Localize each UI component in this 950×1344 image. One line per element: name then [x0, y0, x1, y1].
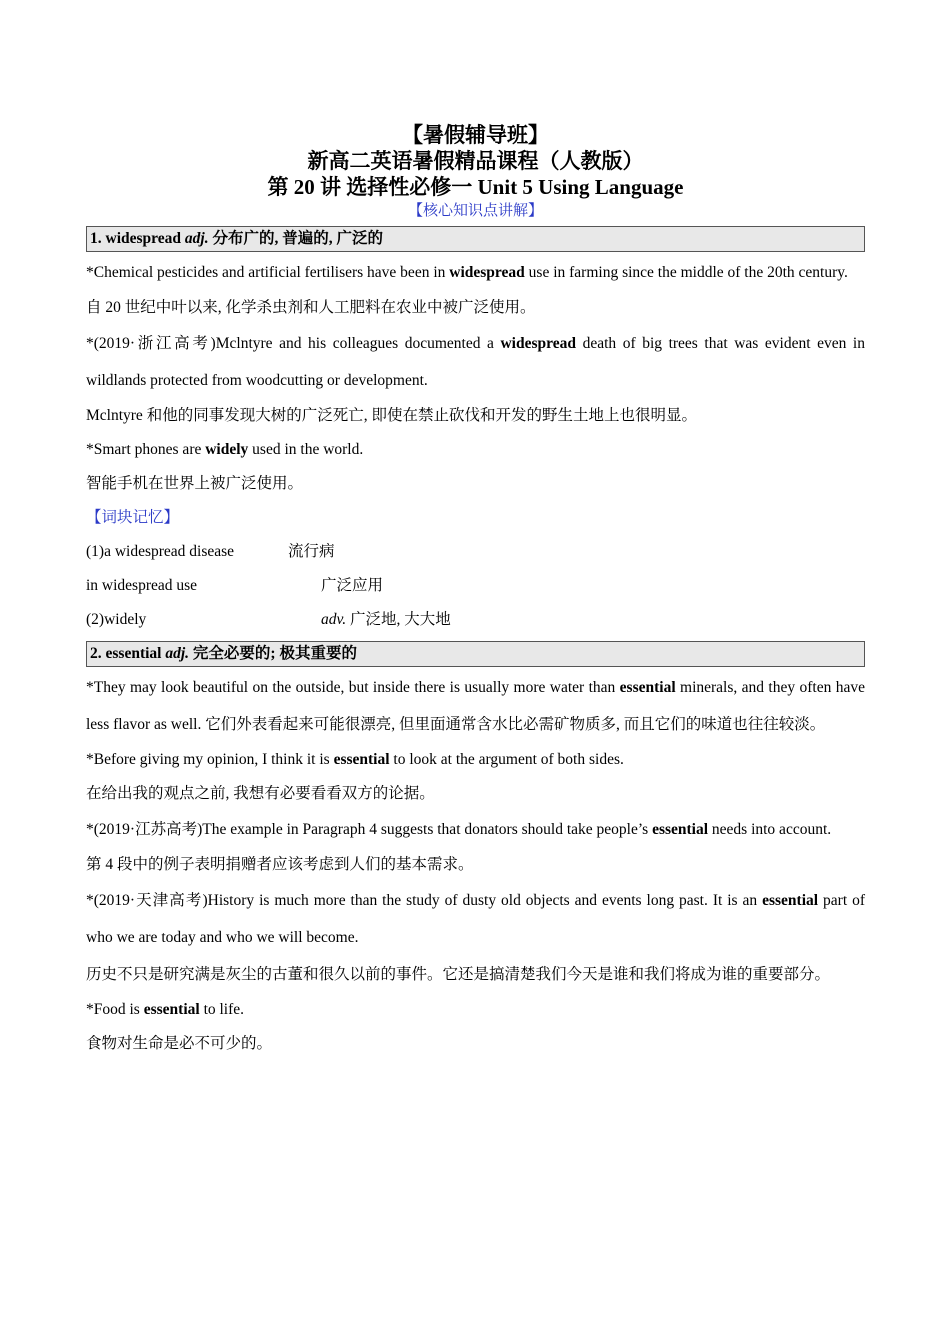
document-page [86, 122, 865, 1061]
entry-heading-widespread [86, 226, 865, 252]
head-pos: adj. [184, 230, 209, 247]
example-sentence: *(2019·天津高考)History is much more than the study of dusty old objects and events long past. It is an essential part of who we are today and who we will become. [86, 892, 865, 946]
example-translation: 在给出我的观点之前, 我想有必要看看双方的论据。 [86, 785, 435, 802]
course-banner: 【暑假辅导班】 [402, 123, 549, 147]
head-pos: adj. [165, 645, 190, 662]
course-name: 新高二英语暑假精品课程（人教版） [307, 149, 644, 173]
vocab-row [86, 535, 865, 569]
entry-heading-essential [86, 641, 865, 667]
example-sentence: *Before giving my opinion, I think it is essential to look at the argument of both sides. [86, 751, 624, 768]
vocab-meaning: 流行病 [288, 543, 335, 560]
vocab-meaning: 广泛应用 [321, 577, 384, 594]
example-translation: 食物对生命是必不可少的。 [86, 1035, 273, 1052]
head-word: 1. widespread [90, 230, 182, 247]
example-translation: 智能手机在世界上被广泛使用。 [86, 475, 304, 492]
example-sentence: *Chemical pesticides and artificial fertilisers have been in widespread use in farming since the middle of the 20th century. [86, 264, 848, 281]
example-sentence: *They may look beautiful on the outside, but inside there is usually more water than essential minerals, and they often have less flavor as well. 它们外表看起来可能很漂亮, 但里面通常含水比必需矿物质多, 而且它们的味道也往往较淡。 [86, 679, 865, 733]
head-meaning: 完全必要的; 极其重要的 [192, 645, 357, 662]
example-sentence: *Food is essential to life. [86, 1001, 245, 1018]
example-sentence: *(2019·浙江高考)Mclntyre and his colleagues documented a widespread death of big trees that was evident even in wildlands protected from woodcutting or development. [86, 335, 865, 389]
vocab-meaning: adv. 广泛地, 大大地 [321, 611, 451, 628]
example-translation: Mclntyre 和他的同事发现大树的广泛死亡, 即使在禁止砍伐和开发的野生土地上也很明显。 [86, 407, 697, 424]
memory-label: 【词块记忆】 [86, 509, 180, 526]
section-subtitle: 【核心知识点讲解】 [407, 203, 543, 219]
example-translation: 历史不只是研究满是灰尘的古董和很久以前的事件。它还是搞清楚我们今天是谁和我们将成为谁的重要部分。 [86, 966, 831, 983]
example-sentence: *(2019·江苏高考)The example in Paragraph 4 suggests that donators should take people’s essential needs into account. [86, 821, 832, 838]
lesson-title: 第 20 讲 选择性必修一 Unit 5 Using Language [267, 175, 684, 199]
head-meaning: 分布广的, 普遍的, 广泛的 [212, 230, 383, 247]
vocab-row [86, 603, 865, 637]
example-sentence: *Smart phones are widely used in the world. [86, 441, 364, 458]
vocab-term: (1)a widespread disease [86, 543, 235, 560]
vocab-term: (2)widely [86, 611, 147, 628]
example-translation: 第 4 段中的例子表明捐赠者应该考虑到人们的基本需求。 [86, 856, 474, 873]
vocab-term: in widespread use [86, 577, 198, 594]
head-word: 2. essential [90, 645, 162, 662]
example-translation: 自 20 世纪中叶以来, 化学杀虫剂和人工肥料在农业中被广泛使用。 [86, 299, 536, 316]
vocab-row [86, 569, 865, 603]
